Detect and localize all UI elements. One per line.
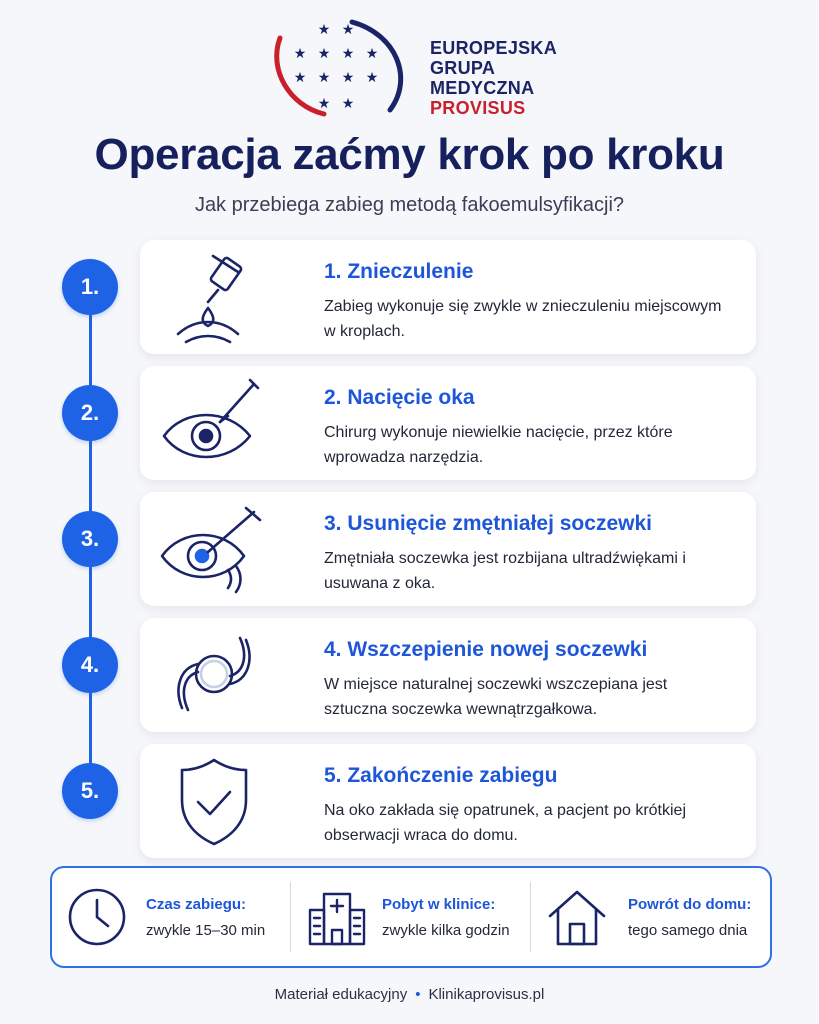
step-number-badge: 2.: [62, 385, 118, 441]
intraocular-lens-icon: [158, 624, 268, 726]
divider: [530, 882, 531, 952]
step-card: [140, 492, 756, 606]
step-card: [140, 366, 756, 480]
svg-text:★: ★: [341, 46, 355, 62]
svg-text:★: ★: [341, 96, 355, 112]
step-4: [0, 618, 819, 734]
svg-text:★: ★: [317, 22, 331, 38]
brand-name: [430, 38, 557, 118]
step-number-badge: 1.: [62, 259, 118, 315]
footer-label: Materiał edukacyjny: [274, 986, 408, 1003]
clock-icon: [66, 886, 128, 948]
step-description: Zabieg wykonuje się zwykle w znieczuleniu miejscowym w kroplach.: [324, 298, 722, 340]
info-value: zwykle 15–30 min: [146, 922, 266, 939]
hospital-icon: [306, 886, 368, 948]
house-icon: [546, 886, 608, 948]
info-stay: [306, 868, 526, 966]
step-2: [0, 366, 819, 482]
svg-text:★: ★: [293, 46, 307, 62]
eye-drops-icon: [158, 246, 268, 348]
brand-line-4: PROVISUS: [430, 98, 526, 118]
svg-text:★: ★: [317, 46, 331, 62]
step-description: Na oko zakłada się opatrunek, a pacjent po krótkiej obserwacji wraca do domu.: [324, 802, 686, 844]
info-value: zwykle kilka godzin: [382, 922, 510, 939]
step-description: W miejsce naturalnej soczewki wszczepiana jest sztuczna soczewka wewnątrzgałkowa.: [324, 676, 668, 718]
step-number-badge: 5.: [62, 763, 118, 819]
eye-scalpel-icon: [158, 372, 268, 474]
svg-text:★: ★: [317, 70, 331, 86]
footer: [0, 986, 819, 1003]
info-label: Czas zabiegu:: [146, 896, 247, 913]
step-number-badge: 4.: [62, 637, 118, 693]
info-value: tego samego dnia: [628, 922, 748, 939]
header: [0, 14, 819, 118]
svg-text:★: ★: [365, 70, 379, 86]
info-box: [50, 866, 772, 968]
step-card: [140, 618, 756, 732]
step-title: 3. Usunięcie zmętniałej soczewki: [324, 512, 652, 535]
step-card: [140, 744, 756, 858]
info-label: Powrót do domu:: [628, 896, 752, 913]
eye-ultrasound-probe-icon: [158, 498, 268, 600]
info-label: Pobyt w klinice:: [382, 896, 496, 913]
step-title: 5. Zakończenie zabiegu: [324, 764, 558, 787]
logo-stars-icon: [266, 18, 416, 118]
brand-line-2: GRUPA: [430, 58, 496, 78]
step-card: [140, 240, 756, 354]
divider: [290, 882, 291, 952]
page-title: Operacja zaćmy krok po kroku: [94, 130, 725, 179]
step-3: [0, 492, 819, 608]
footer-website-link[interactable]: Klinikaprovisus.pl: [428, 986, 545, 1003]
svg-text:★: ★: [293, 70, 307, 86]
footer-separator: •: [415, 986, 421, 1003]
info-return: [546, 868, 766, 966]
step-description: Chirurg wykonuje niewielkie nacięcie, przez które wprowadza narzędzia.: [324, 424, 673, 466]
svg-text:★: ★: [341, 70, 355, 86]
step-title: 2. Nacięcie oka: [324, 386, 475, 409]
step-number-badge: 3.: [62, 511, 118, 567]
svg-text:★: ★: [365, 46, 379, 62]
svg-text:★: ★: [341, 22, 355, 38]
step-description: Zmętniała soczewka jest rozbijana ultradźwiękami i usuwana z oka.: [324, 550, 686, 592]
step-title: 1. Znieczulenie: [324, 260, 474, 283]
step-5: [0, 744, 819, 860]
svg-text:★: ★: [317, 96, 331, 112]
info-duration: [66, 868, 286, 966]
brand-line-3: MEDYCZNA: [430, 78, 535, 98]
shield-check-icon: [158, 750, 268, 852]
page-subtitle: Jak przebiega zabieg metodą fakoemulsyfikacji?: [194, 194, 625, 216]
brand-line-1: EUROPEJSKA: [430, 38, 558, 58]
step-title: 4. Wszczepienie nowej soczewki: [324, 638, 648, 661]
step-1: [0, 240, 819, 356]
